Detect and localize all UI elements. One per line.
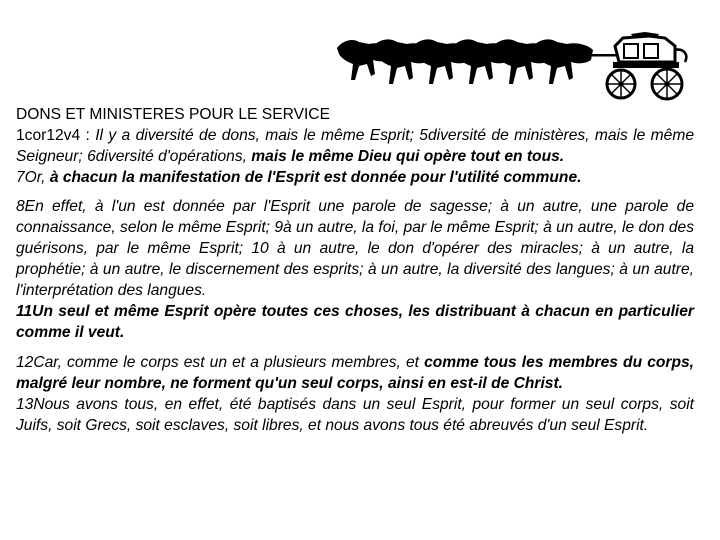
verse-11-emphasis: 11Un seul et même Esprit opère toutes ces choses, les distribuant à chacun en particulier comme il veut. (16, 303, 694, 341)
carriage-icon (607, 32, 686, 99)
verse-7-number: 7Or, (16, 169, 50, 186)
horse-carriage-icon (333, 32, 691, 112)
verse-reference: 1cor12v4 : (16, 127, 96, 144)
section-heading: DONS ET MINISTERES POUR LE SERVICE (16, 106, 330, 123)
verses-8-10-text: 8En effet, à l'un est donnée par l'Esprit une parole de sagesse; à un autre, une parole de connaissance, selon le même Esprit; 9à un autre, la foi, par le même Esprit; à un autre, le don des guérisons, par le même Esprit; 10 à un autre, le don d'opérer des miracles; à un autre, la prophétie; à un autre, le discernement des esprits; à un autre, la diversité des langues; à un autre, l'interprétation des langues. (16, 198, 694, 299)
paragraph-verses-12-13 (16, 352, 694, 436)
verses-4-6-text: Il y a diversité de dons, mais le même Esprit; 5diversité de ministères, mais le même Seigneur; 6diversité d'opérations, (16, 127, 694, 165)
scripture-text (16, 104, 694, 445)
paragraph-verses-8-11 (16, 196, 694, 343)
verse-12-text: 12Car, comme le corps est un et a plusieurs membres, et (16, 354, 425, 371)
verse-7-emphasis: à chacun la manifestation de l'Esprit est donnée pour l'utilité commune. (49, 169, 582, 186)
paragraph-verses-4-7 (16, 104, 694, 188)
verse-12-emphasis: comme tous les membres du corps, malgré leur nombre, ne forment qu'un seul corps, ainsi en est-il de Christ. (16, 354, 695, 392)
verse-6-emphasis: mais le même Dieu qui opère tout en tous. (251, 148, 565, 165)
verse-13-text: 13Nous avons tous, en effet, été baptisés dans un seul Esprit, pour former un seul corps, soit Juifs, soit Grecs, soit esclaves, soit libres, et nous avons tous été abreuvés d'un seul Esprit. (16, 396, 694, 434)
